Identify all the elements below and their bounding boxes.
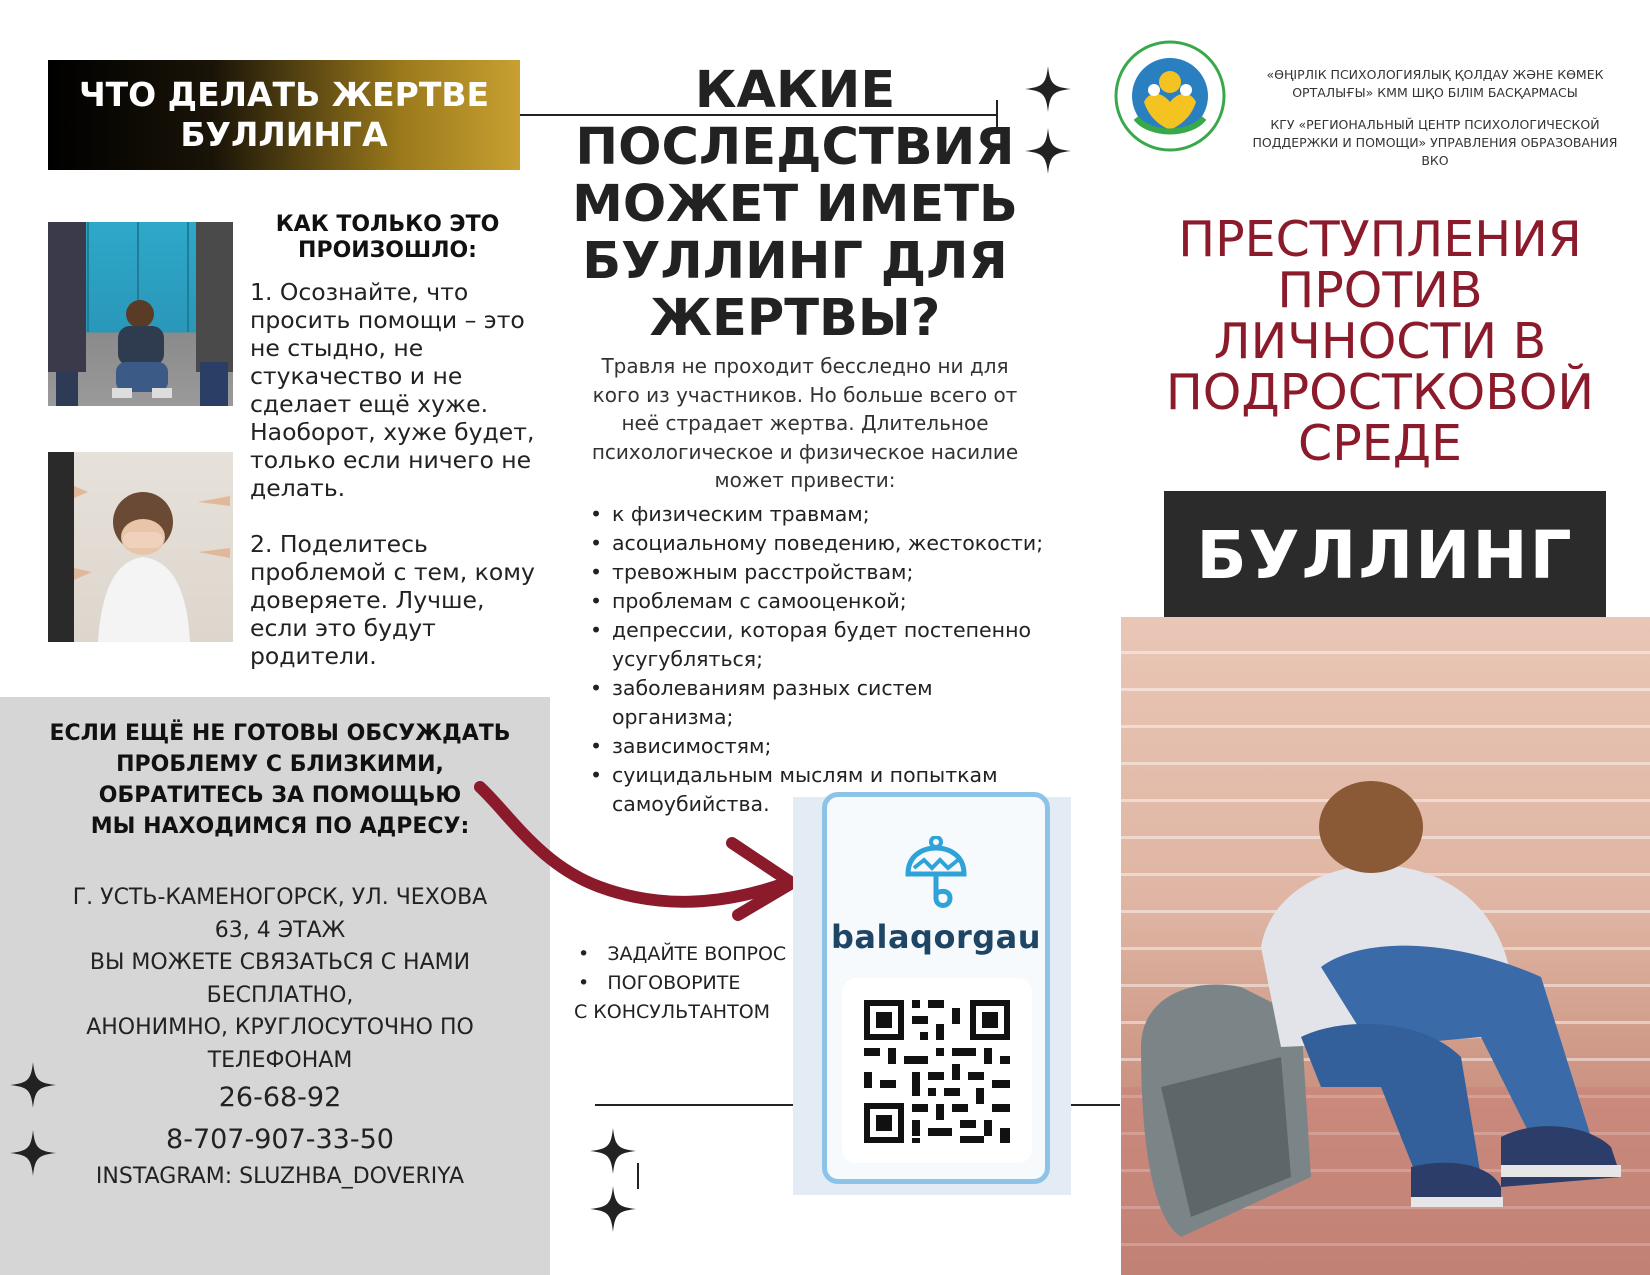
- crime-line-5: СРЕДЕ: [1298, 415, 1462, 472]
- banner-line-2: БУЛЛИНГА: [180, 115, 388, 154]
- contact-line-1: ВЫ МОЖЕТЕ СВЯЗАТЬСЯ С НАМИ: [89, 950, 471, 975]
- crime-line-4: ПОДРОСТКОВОЙ: [1165, 364, 1595, 421]
- section-banner: [48, 60, 520, 170]
- title-line-2: ПОСЛЕДСТВИЯ: [575, 118, 1015, 177]
- list-item: • тревожным расстройствам;: [590, 558, 1110, 587]
- advice-step-2: 2. Поделитесь проблемой с тем, кому доверяете. Лучше, если это будут родители.: [250, 530, 535, 670]
- organization-name-kz: «ӨҢІРЛІК ПСИХОЛОГИЯЛЫҚ ҚОЛДАУ ЖӘНЕ КӨМЕК ОРТАЛЫҒЫ» КММ ШҚО БІЛІМ БАСҚАРМАСЫ: [1266, 67, 1604, 100]
- ask-question-label: ЗАДАЙТЕ ВОПРОС: [607, 943, 787, 965]
- bullying-label-box: [1164, 491, 1606, 619]
- bullying-photo-lockers: [48, 222, 233, 406]
- qr-card: [842, 978, 1032, 1163]
- list-item: • проблемам с самооценкой;: [590, 587, 1110, 616]
- ask-item-1: • ЗАДАЙТЕ ВОПРОС: [578, 943, 787, 965]
- sparkle-icon: [590, 1128, 636, 1174]
- ask-item-2: • ПОГОВОРИТЕ: [578, 972, 741, 994]
- contact-line-3: АНОНИМНО, КРУГЛОСУТОЧНО ПО: [86, 1015, 474, 1040]
- consequences-title: [555, 62, 1035, 347]
- crime-line-2: ПРОТИВ: [1277, 262, 1483, 319]
- contact-heading: [20, 718, 540, 842]
- qr-code-icon[interactable]: [842, 978, 1032, 1163]
- sparkle-icon: [1025, 128, 1071, 174]
- consultation-options: [574, 940, 787, 1027]
- contact-heading-line-2: ПРОБЛЕМУ С БЛИЗКИМИ,: [116, 752, 444, 777]
- sparkle-icon: [10, 1062, 56, 1108]
- contact-details: [30, 882, 530, 1194]
- contact-heading-line-3: ОБРАТИТЕСЬ ЗА ПОМОЩЬЮ: [98, 783, 462, 808]
- list-item: • зависимостям;: [590, 732, 1110, 761]
- contact-line-2: БЕСПЛАТНО,: [206, 982, 354, 1008]
- organization-name-ru: КГУ «РЕГИОНАЛЬНЫЙ ЦЕНТР ПСИХОЛОГИЧЕСКОЙ ПОДДЕРЖКИ И ПОМОЩИ» УПРАВЛЕНИЯ ОБРАЗОВАНИЯ ВКО: [1252, 117, 1618, 168]
- girl-illustration: [48, 452, 233, 642]
- bullying-label: БУЛЛИНГ: [1196, 516, 1574, 594]
- crimes-title: [1120, 211, 1640, 472]
- once-happened-heading: [245, 212, 530, 264]
- address-line-1: Г. УСТЬ-КАМЕНОГОРСК, УЛ. ЧЕХОВА: [72, 885, 488, 910]
- consequences-intro: Травля не проходит бесследно ни для кого из участников. Но больше всего от неё страдает жертва. Длительное психологическое и физическое насилие может привести:: [591, 354, 1019, 492]
- contact-heading-line-1: ЕСЛИ ЕЩЁ НЕ ГОТОВЫ ОБСУЖДАТЬ: [49, 721, 511, 746]
- list-item: • суицидальным мыслям и попыткам самоубийства.: [590, 761, 1072, 819]
- divider-tick: [637, 1163, 639, 1189]
- title-line-1: КАКИЕ: [694, 61, 896, 120]
- sparkle-icon: [10, 1130, 56, 1176]
- list-item: • асоциальному поведению, жестокости;: [590, 529, 1110, 558]
- sparkle-icon: [590, 1186, 636, 1232]
- umbrella-icon: [904, 836, 968, 912]
- divider-line: [595, 1104, 795, 1106]
- title-line-5: ЖЕРТВЫ?: [649, 289, 941, 348]
- list-item: • заболеваниям разных систем организма;: [590, 674, 1012, 732]
- advice-step-1: 1. Осознайте, что просить помощи – это не стыдно, не стукачество и не сделает ещё хуже. Наоборот, хуже будет, только если ничего не делать.: [250, 278, 535, 502]
- arrow-icon: [470, 775, 815, 925]
- once-heading-line-2: ПРОИЗОШЛО:: [298, 238, 477, 263]
- phone-number-2: 8-707-907-33-50: [166, 1124, 394, 1155]
- list-item: • к физическим травмам;: [590, 500, 1110, 529]
- crime-line-1: ПРЕСТУПЛЕНИЯ: [1178, 211, 1582, 268]
- bullying-photo-girl: [48, 452, 233, 642]
- sparkle-icon: [1025, 66, 1071, 112]
- contact-line-4: ТЕЛЕФОНАМ: [207, 1047, 353, 1073]
- address-line-2: 63, 4 ЭТАЖ: [214, 917, 346, 943]
- advice-steps: [250, 278, 535, 698]
- phone-number-1: 26-68-92: [218, 1082, 342, 1113]
- instagram-handle: INSTAGRAM: SLUZHBA_DOVERIYA: [95, 1164, 465, 1189]
- once-heading-line-1: КАК ТОЛЬКО ЭТО: [275, 212, 500, 237]
- organization-logo-icon: [1114, 40, 1226, 152]
- organization-names: [1240, 66, 1630, 184]
- consequences-list: [590, 500, 1110, 819]
- lockers-illustration: [48, 222, 233, 406]
- list-item: • депрессии, которая будет постепенно усугубляться;: [590, 616, 1072, 674]
- contact-heading-line-4: МЫ НАХОДИМСЯ ПО АДРЕСУ:: [90, 814, 470, 839]
- banner-line-1: ЧТО ДЕЛАТЬ ЖЕРТВЕ: [78, 75, 490, 114]
- boy-illustration: [1121, 617, 1650, 1275]
- ask-item-3: С КОНСУЛЬТАНТОМ: [574, 1001, 771, 1023]
- talk-label: ПОГОВОРИТЕ: [607, 972, 741, 994]
- crime-line-3: ЛИЧНОСТИ В: [1213, 313, 1547, 370]
- balaqorgau-brand: balaqorgau: [830, 918, 1041, 956]
- boy-sitting-photo: [1121, 617, 1650, 1275]
- title-line-4: БУЛЛИНГ ДЛЯ: [582, 232, 1008, 291]
- title-line-3: МОЖЕТ ИМЕТЬ: [572, 175, 1018, 234]
